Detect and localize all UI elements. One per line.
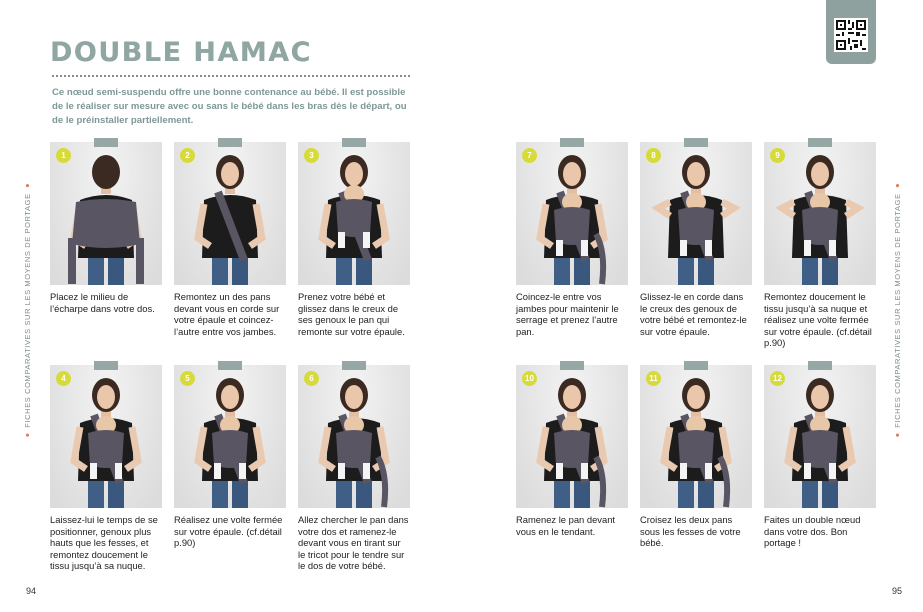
step-photo — [764, 365, 876, 508]
intro-paragraph: Ce nœud semi-suspendu offre une bonne contenance au bébé. Il est possible de le réaliser sur mesure avec ou sans le bébé dans les bras dès le départ, ou de le préinstaller partiellement. — [52, 87, 407, 126]
step-card — [516, 142, 628, 337]
step-number-badge: 6 — [304, 371, 319, 386]
page-number-right: 95 — [892, 586, 903, 596]
step-photo — [50, 142, 162, 285]
step-card — [764, 142, 876, 349]
step-photo — [640, 365, 752, 508]
step-card — [50, 365, 162, 572]
tape-strip — [342, 361, 366, 370]
step-number-badge: 2 — [180, 148, 195, 163]
step-photo — [764, 142, 876, 285]
side-label-right: ● FICHES COMPARATIVES SUR LES MOYENS DE PORTAGE ● — [892, 180, 902, 440]
tape-strip — [808, 361, 832, 370]
step-card — [298, 365, 410, 572]
step-caption: Laissez-lui le temps de se positionner, genoux plus hauts que les fesses, et remontez doucement le tissu jusqu’à sa nuque. — [50, 514, 158, 572]
step-number-badge: 1 — [56, 148, 71, 163]
step-number-badge: 7 — [522, 148, 537, 163]
step-caption: Faites un double nœud dans votre dos. Bon portage ! — [764, 514, 861, 549]
step-number-badge: 5 — [180, 371, 195, 386]
step-caption: Glissez-le en corde dans le creux des genoux de votre bébé et remontez-le sur votre épaule. — [640, 291, 747, 337]
step-number-badge: 9 — [770, 148, 785, 163]
tape-strip — [560, 361, 584, 370]
tape-strip — [94, 361, 118, 370]
tape-strip — [684, 138, 708, 147]
step-photo — [640, 142, 752, 285]
qr-code-icon[interactable] — [834, 18, 868, 52]
step-number-badge: 4 — [56, 371, 71, 386]
step-caption: Coincez-le entre vos jambes pour maintenir le serrage et prenez l’autre pan. — [516, 291, 619, 337]
title-divider — [52, 75, 410, 77]
step-card — [174, 365, 286, 549]
tape-strip — [218, 361, 242, 370]
side-label-left: ● FICHES COMPARATIVES SUR LES MOYENS DE PORTAGE ● — [22, 180, 32, 440]
step-caption: Prenez votre bébé et glissez dans le creux de ses genoux le pan qui remonte sur votre épaule. — [298, 291, 405, 337]
step-card — [298, 142, 410, 337]
step-number-badge: 11 — [646, 371, 661, 386]
step-card — [174, 142, 286, 337]
step-card — [50, 142, 162, 314]
step-caption: Croisez les deux pans sous les fesses de votre bébé. — [640, 514, 741, 549]
page-title: DOUBLE HAMAC — [50, 37, 312, 68]
qr-tab — [826, 0, 876, 64]
step-number-badge: 10 — [522, 371, 537, 386]
step-photo — [174, 365, 286, 508]
step-number-badge: 12 — [770, 371, 785, 386]
step-number-badge: 3 — [304, 148, 319, 163]
step-card — [640, 142, 752, 337]
step-photo — [516, 142, 628, 285]
step-photo — [174, 142, 286, 285]
step-number-badge: 8 — [646, 148, 661, 163]
step-caption: Réalisez une volte fermée sur votre épaule. (cf.détail p.90) — [174, 514, 283, 549]
tape-strip — [94, 138, 118, 147]
step-card — [516, 365, 628, 537]
tape-strip — [808, 138, 832, 147]
page-number-left: 94 — [26, 586, 37, 596]
step-photo — [516, 365, 628, 508]
step-photo — [298, 365, 410, 508]
step-caption: Remontez doucement le tissu jusqu’à sa nuque et réalisez une volte fermée sur votre épaule. (cf.détail p.90) — [764, 291, 872, 349]
tape-strip — [218, 138, 242, 147]
step-card — [640, 365, 752, 549]
step-photo — [298, 142, 410, 285]
step-card — [764, 365, 876, 549]
tape-strip — [560, 138, 584, 147]
tape-strip — [342, 138, 366, 147]
tape-strip — [684, 361, 708, 370]
step-caption: Placez le milieu de l’écharpe dans votre dos. — [50, 291, 155, 314]
step-caption: Remontez un des pans devant vous en corde sur votre épaule et coincez-l’autre entre vos jambes. — [174, 291, 280, 337]
step-photo — [50, 365, 162, 508]
step-caption: Allez chercher le pan dans votre dos et ramenez-le devant vous en tirant sur le tricot pour le tendre sur le dos de votre bébé. — [298, 514, 409, 572]
step-caption: Ramenez le pan devant vous en le tendant. — [516, 514, 616, 537]
